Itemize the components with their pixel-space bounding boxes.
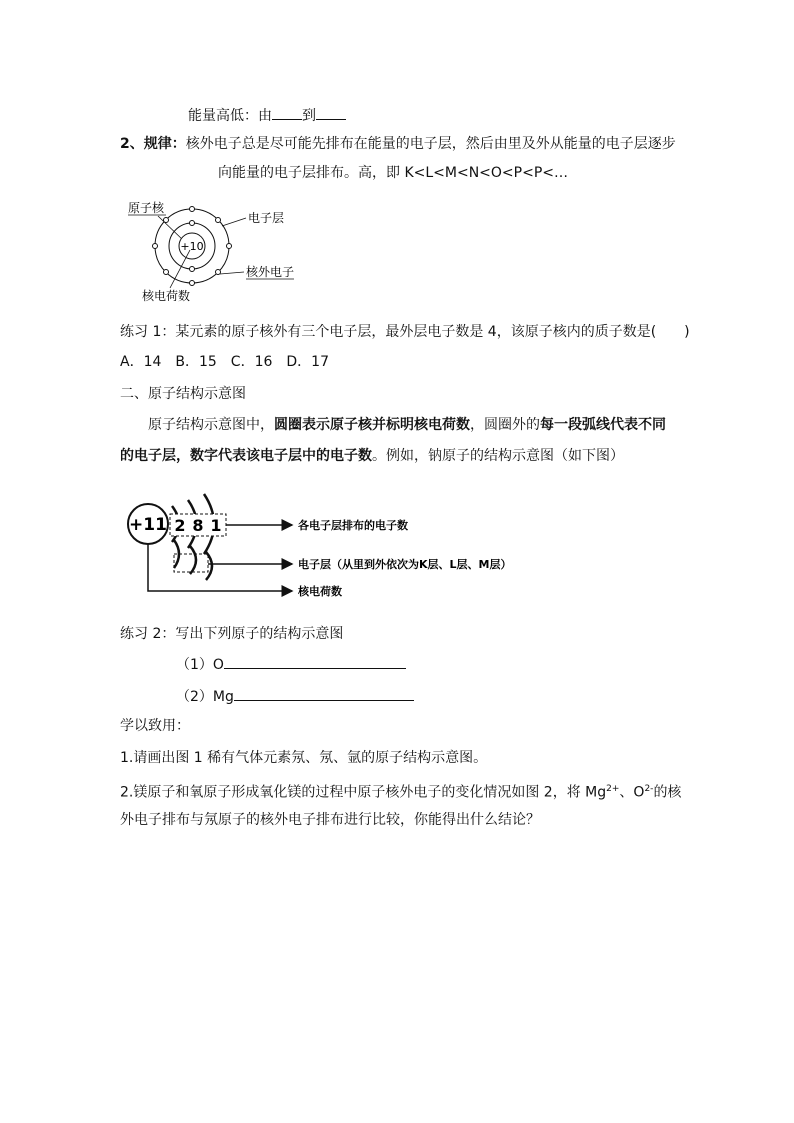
exercise-2-title: 练习 2：写出下列原子的结构示意图	[120, 626, 344, 642]
nucleus-label: 原子核	[128, 201, 165, 215]
energy-blank-1[interactable]	[272, 105, 302, 120]
electron-dot	[190, 221, 195, 226]
electron-dot	[164, 270, 169, 275]
nucleus-value: +10	[180, 240, 204, 253]
energy-label: 能量高低：由	[188, 108, 272, 124]
electrons-label: 各电子层排布的电子数	[298, 519, 408, 532]
shell-number: 1	[210, 516, 222, 535]
magnesium-answer-blank[interactable]	[234, 686, 414, 701]
rule-line-2	[218, 163, 568, 183]
sodium-nucleus-value: +11	[129, 515, 167, 535]
shells-label: 电子层（从里到外依次为K层、L层、M层）	[298, 558, 512, 571]
shell-number: 8	[192, 516, 204, 535]
shell-label: 电子层	[248, 211, 285, 225]
electron-dot	[164, 218, 169, 223]
electron-label: 核外电子	[246, 265, 295, 279]
shell-number: 2	[174, 516, 186, 535]
shell-arc-l-lower	[190, 546, 196, 574]
atom-diagram	[120, 196, 320, 306]
electron-pointer	[220, 272, 244, 274]
shell-arc-m-lower	[206, 552, 212, 580]
paragraph-line-1: 原子结构示意图中，圆圈表示原子核并标明核电荷数，圆圈外的每一段弧线代表不同	[148, 417, 666, 433]
sodium-structure-diagram	[118, 476, 558, 612]
electron-dot	[190, 281, 195, 286]
exercise-1-options: A．14 B．15 C．16 D．17	[120, 354, 329, 370]
energy-blank-2[interactable]	[316, 105, 346, 120]
exercise-1-question: 练习 1：某元素的原子核外有三个电子层，最外层电子数是 4，该原子核内的质子数是( )	[120, 324, 690, 340]
apply-question-2-cont: 外电子排布与氖原子的核外电子排布进行比较，你能得出什么结论？	[120, 812, 540, 828]
rule-line-1	[120, 134, 676, 154]
apply-question-2: 2.镁原子和氧原子形成氧化镁的过程中原子核外电子的变化情况如图 2，将 $Mg^{2+}$、$O^{2-}$的核	[120, 784, 682, 801]
electron-dot	[216, 218, 221, 223]
electron-dot	[227, 244, 232, 249]
energy-mid: 到	[302, 108, 316, 124]
exercise-2-item-2: （2）Mg	[176, 686, 414, 707]
charge-label-2: 核电荷数	[298, 585, 342, 598]
electron-dot	[190, 267, 195, 272]
section-2-title: 二、原子结构示意图	[120, 386, 246, 402]
paragraph-line-2: 的电子层，数字代表该电子层中的电子数。例如，钠原子的结构示意图（如下图）	[120, 448, 624, 464]
apply-question-1: 1.请画出图 1 稀有气体元素氖、氖、氩的原子结构示意图。	[120, 750, 488, 766]
electron-dot	[190, 207, 195, 212]
rule-text-1: 核外电子总是尽可能先排布在能量的电子层，然后由里及外从能量的电子层逐步	[185, 136, 676, 152]
shell-pointer	[222, 218, 246, 226]
charge-arrow	[148, 544, 292, 591]
electron-dot	[153, 244, 158, 249]
rule-number: 2、规律：	[120, 136, 186, 152]
electron-dot	[216, 270, 221, 275]
energy-line	[188, 105, 346, 126]
charge-label: 核电荷数	[142, 289, 191, 303]
rule-text-2: 向能量的电子层排布。高，即 K<L<M<N<O<P<P<…	[218, 165, 568, 181]
exercise-2-item-1: （1）O	[176, 654, 406, 675]
apply-title: 学以致用：	[120, 718, 190, 734]
oxygen-answer-blank[interactable]	[224, 654, 406, 669]
